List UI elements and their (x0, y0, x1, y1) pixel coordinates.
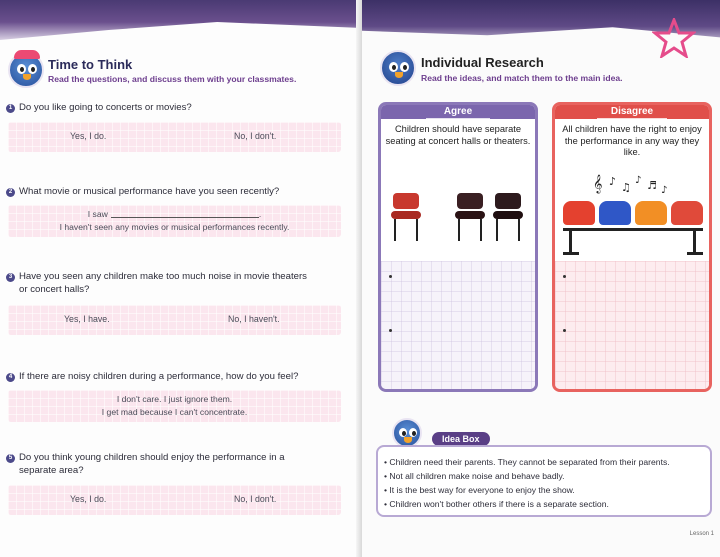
question-text-line2: separate area? (19, 465, 84, 476)
answer-option[interactable]: Yes, I do. (70, 131, 107, 141)
idea-item: • Children won't bother others if there is a separate section. (384, 499, 609, 509)
bullet-point (563, 275, 566, 278)
svg-text:𝄞: 𝄞 (593, 174, 603, 193)
svg-text:♫: ♫ (621, 181, 631, 194)
svg-text:♪: ♪ (609, 175, 617, 188)
mascot-icon (392, 418, 422, 448)
svg-text:♪: ♪ (661, 185, 668, 196)
answer-option[interactable]: No, I haven't. (228, 314, 280, 324)
disagree-header: Disagree (555, 105, 709, 119)
answer-option[interactable]: I saw . (87, 209, 262, 219)
question-text: Do you like going to concerts or movies? (19, 102, 192, 113)
idea-box-label: Idea Box (432, 432, 490, 446)
answer-box-4[interactable] (8, 390, 341, 422)
question-text: What movie or musical performance have you seen recently? (19, 186, 280, 197)
question-text-line2: or concert halls? (19, 284, 90, 295)
question-1 (6, 101, 192, 114)
fill-in-blank[interactable] (111, 209, 259, 218)
bullet-point (389, 275, 392, 278)
answer-option[interactable]: Yes, I have. (64, 314, 110, 324)
star-icon (652, 18, 696, 58)
page-title: Individual Research (421, 55, 544, 70)
question-number: 5 (6, 454, 15, 463)
svg-text:♪: ♪ (635, 175, 642, 186)
question-number: 1 (6, 104, 15, 113)
mascot-icon (380, 50, 416, 86)
bullet-point (563, 329, 566, 332)
answer-area[interactable] (381, 261, 535, 389)
bullet-point (389, 329, 392, 332)
agree-card (378, 102, 538, 392)
question-text: Have you seen any children make too much noise in movie theaters (19, 271, 307, 282)
disagree-card (552, 102, 712, 392)
page-title: Time to Think (48, 57, 133, 72)
agree-header: Agree (381, 105, 535, 119)
page-footer: Lesson 1 (689, 531, 714, 537)
answer-box-3[interactable] (8, 305, 341, 335)
right-page (362, 0, 720, 557)
header-band (0, 0, 362, 40)
question-text: Do you think young children should enjoy the performance in a (19, 452, 285, 463)
music-notes-icon (591, 171, 681, 197)
question-4 (6, 370, 298, 383)
disagree-main-idea: All children have the right to enjoy the performance in any way they like. (562, 124, 702, 157)
answer-option[interactable]: No, I don't. (234, 131, 277, 141)
answer-box-2[interactable] (8, 205, 341, 237)
idea-item: • Not all children make noise and behave badly. (384, 471, 565, 481)
answer-box-1[interactable] (8, 122, 341, 152)
page-subtitle: Read the questions, and discuss them with your classmates. (48, 74, 297, 84)
chair-illustration (493, 193, 523, 241)
chair-illustration (391, 193, 421, 241)
question-3 (6, 270, 307, 296)
answer-option[interactable]: Yes, I do. (70, 494, 107, 504)
agree-main-idea: Children should have separate seating at concert halls or theaters. (385, 124, 531, 146)
idea-box (376, 445, 712, 517)
question-number: 2 (6, 188, 15, 197)
answer-area[interactable] (555, 261, 709, 389)
question-text: If there are noisy children during a performance, how do you feel? (19, 371, 299, 382)
page-subtitle: Read the ideas, and match them to the main idea. (421, 73, 623, 83)
answer-option[interactable]: I haven't seen any movies or musical performances recently. (59, 222, 290, 232)
svg-text:♬: ♬ (647, 179, 657, 192)
answer-box-5[interactable] (8, 485, 341, 515)
chair-illustration (455, 193, 485, 241)
idea-item: • Children need their parents. They cannot be separated from their parents. (384, 457, 670, 467)
answer-option[interactable]: I don't care. I just ignore them. (116, 394, 233, 404)
idea-item: • It is the best way for everyone to enjoy the show. (384, 485, 575, 495)
question-2 (6, 185, 279, 198)
answer-option[interactable]: I get mad because I can't concentrate. (101, 407, 248, 417)
mascot-icon (8, 52, 44, 88)
question-5 (6, 451, 285, 477)
question-number: 4 (6, 373, 15, 382)
bench-chairs-illustration (563, 201, 703, 255)
question-number: 3 (6, 273, 15, 282)
answer-option[interactable]: No, I don't. (234, 494, 277, 504)
